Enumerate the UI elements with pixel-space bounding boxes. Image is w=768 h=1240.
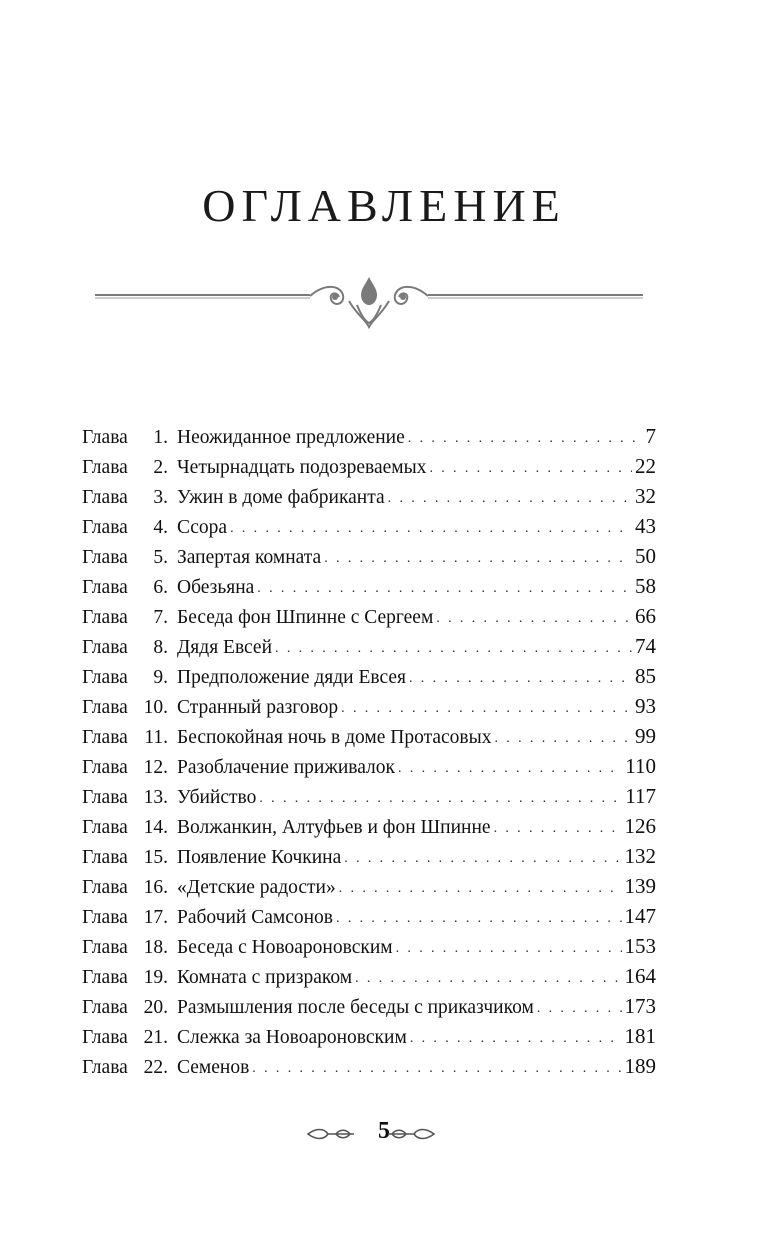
dot-leader (429, 461, 632, 477)
chapter-number: 13. (143, 787, 168, 808)
dot-leader (344, 851, 621, 867)
chapter-number: 4. (153, 517, 168, 538)
toc-entry[interactable] (82, 934, 656, 964)
dot-leader (341, 701, 632, 717)
chapter-title: Предположение дяди Евсея (177, 667, 406, 688)
dot-leader (409, 671, 632, 687)
chapter-title: Беседа с Новоароновским (177, 937, 393, 958)
chapter-title: Странный разговор (177, 697, 339, 718)
chapter-number: 9. (153, 667, 168, 688)
toc-entry[interactable] (82, 664, 656, 694)
page-ref: 66 (635, 604, 656, 628)
toc-entry[interactable] (82, 814, 656, 844)
dot-leader (275, 641, 632, 657)
toc-entry[interactable] (82, 724, 656, 754)
chapter-title: Неожиданное предложение (177, 427, 405, 448)
chapter-word: Глава (82, 487, 128, 508)
chapter-word: Глава (82, 577, 128, 598)
toc-entry[interactable] (82, 754, 656, 784)
toc-entry[interactable] (82, 544, 656, 574)
page-ref: 99 (635, 724, 656, 748)
chapter-number: 12. (143, 757, 168, 778)
page-ref: 173 (624, 994, 656, 1018)
page-ref: 117 (625, 784, 656, 808)
chapter-number: 5. (153, 547, 168, 568)
chapter-title: Ужин в доме фабриканта (177, 487, 385, 508)
chapter-word: Глава (82, 877, 128, 898)
dot-leader (388, 491, 632, 507)
toc-entry[interactable] (82, 424, 656, 454)
toc-entry[interactable] (82, 484, 656, 514)
chapter-number: 18. (143, 937, 168, 958)
chapter-word: Глава (82, 517, 128, 538)
toc-entry[interactable] (82, 784, 656, 814)
chapter-title: Четырнадцать подозреваемых (177, 457, 427, 478)
chapter-word: Глава (82, 427, 128, 448)
dot-leader (494, 821, 622, 837)
chapter-title: Размышления после беседы с приказчиком (177, 997, 534, 1018)
chapter-number: 1. (153, 427, 168, 448)
chapter-number: 21. (143, 1027, 168, 1048)
toc-entry[interactable] (82, 844, 656, 874)
page-ref: 7 (645, 424, 656, 448)
chapter-word: Глава (82, 727, 128, 748)
chapter-number: 8. (153, 637, 168, 658)
toc-entry[interactable] (82, 994, 656, 1024)
table-of-contents (82, 424, 656, 1084)
dot-leader (324, 551, 632, 567)
page-footer (0, 1118, 768, 1148)
chapter-number: 17. (143, 907, 168, 928)
dot-leader (410, 1031, 622, 1047)
toc-entry[interactable] (82, 514, 656, 544)
chapter-word: Глава (82, 847, 128, 868)
page-ref: 126 (624, 814, 656, 838)
chapter-number: 7. (153, 607, 168, 628)
page-ref: 139 (624, 874, 656, 898)
toc-entry[interactable] (82, 1024, 656, 1054)
chapter-word: Глава (82, 1027, 128, 1048)
toc-entry[interactable] (82, 964, 656, 994)
chapter-word: Глава (82, 967, 128, 988)
dot-leader (537, 1001, 622, 1017)
page-ref: 22 (635, 454, 656, 478)
chapter-title: Убийство (177, 787, 257, 808)
chapter-number: 2. (153, 457, 168, 478)
chapter-word: Глава (82, 607, 128, 628)
dot-leader (259, 791, 622, 807)
chapter-title: Комната с призраком (177, 967, 353, 988)
chapter-number: 14. (143, 817, 168, 838)
chapter-word: Глава (82, 997, 128, 1018)
chapter-title: Беседа фон Шпинне с Сергеем (177, 607, 434, 628)
dot-leader (257, 581, 632, 597)
page-ref: 189 (624, 1054, 656, 1078)
chapter-number: 19. (143, 967, 168, 988)
chapter-number: 11. (144, 727, 168, 748)
chapter-number: 3. (153, 487, 168, 508)
chapter-title: «Детские радости» (177, 877, 336, 898)
scroll-flourish-icon (95, 275, 643, 335)
chapter-title: Беспокойная ночь в доме Протасовых (177, 727, 492, 748)
page-ref: 181 (624, 1024, 656, 1048)
chapter-word: Глава (82, 667, 128, 688)
toc-entry[interactable] (82, 904, 656, 934)
chapter-number: 20. (143, 997, 168, 1018)
page-ref: 58 (635, 574, 656, 598)
chapter-word: Глава (82, 757, 128, 778)
page-ref: 147 (624, 904, 656, 928)
chapter-title: Разоблачение приживалок (177, 757, 396, 778)
page-ref: 32 (635, 484, 656, 508)
page-number: 5 (378, 1118, 390, 1144)
toc-entry[interactable] (82, 694, 656, 724)
chapter-title: Появление Кочкина (177, 847, 342, 868)
dot-leader (436, 611, 632, 627)
flourish-right-icon (386, 1126, 436, 1142)
chapter-title: Запертая комната (177, 547, 322, 568)
page-ref: 153 (624, 934, 656, 958)
chapter-title: Обезьяна (177, 577, 255, 598)
dot-leader (336, 911, 621, 927)
chapter-number: 15. (143, 847, 168, 868)
chapter-number: 10. (143, 697, 168, 718)
dot-leader (252, 1061, 621, 1077)
chapter-number: 6. (153, 577, 168, 598)
chapter-word: Глава (82, 817, 128, 838)
page-ref: 50 (635, 544, 656, 568)
page-ref: 110 (625, 754, 656, 778)
toc-entry[interactable] (82, 604, 656, 634)
chapter-title: Дядя Евсей (177, 637, 273, 658)
chapter-word: Глава (82, 907, 128, 928)
dot-leader (396, 941, 622, 957)
chapter-title: Ссора (177, 517, 228, 538)
toc-entry[interactable] (82, 1054, 656, 1084)
dot-leader (398, 761, 622, 777)
page-ref: 74 (635, 634, 656, 658)
dot-leader (230, 521, 632, 537)
chapter-word: Глава (82, 937, 128, 958)
chapter-word: Глава (82, 457, 128, 478)
chapter-title: Рабочий Самсонов (177, 907, 334, 928)
chapter-word: Глава (82, 547, 128, 568)
dot-leader (339, 881, 622, 897)
toc-entry[interactable] (82, 454, 656, 484)
page-ref: 43 (635, 514, 656, 538)
page-ref: 164 (624, 964, 656, 988)
dot-leader (355, 971, 621, 987)
chapter-title: Слежка за Новоароновским (177, 1027, 407, 1048)
chapter-title: Волжанкин, Алтуфьев и фон Шпинне (177, 817, 491, 838)
toc-entry[interactable] (82, 874, 656, 904)
toc-entry[interactable] (82, 574, 656, 604)
chapter-word: Глава (82, 787, 128, 808)
dot-leader (408, 431, 643, 447)
toc-entry[interactable] (82, 634, 656, 664)
page-ref: 132 (624, 844, 656, 868)
chapter-number: 16. (143, 877, 168, 898)
chapter-word: Глава (82, 637, 128, 658)
dot-leader (495, 731, 633, 747)
chapter-title: Семенов (177, 1057, 250, 1078)
page-ref: 85 (635, 664, 656, 688)
chapter-word: Глава (82, 1057, 128, 1078)
page-title: ОГЛАВЛЕНИЕ (202, 179, 566, 231)
chapter-word: Глава (82, 697, 128, 718)
chapter-number: 22. (143, 1057, 168, 1078)
page-ref: 93 (635, 694, 656, 718)
